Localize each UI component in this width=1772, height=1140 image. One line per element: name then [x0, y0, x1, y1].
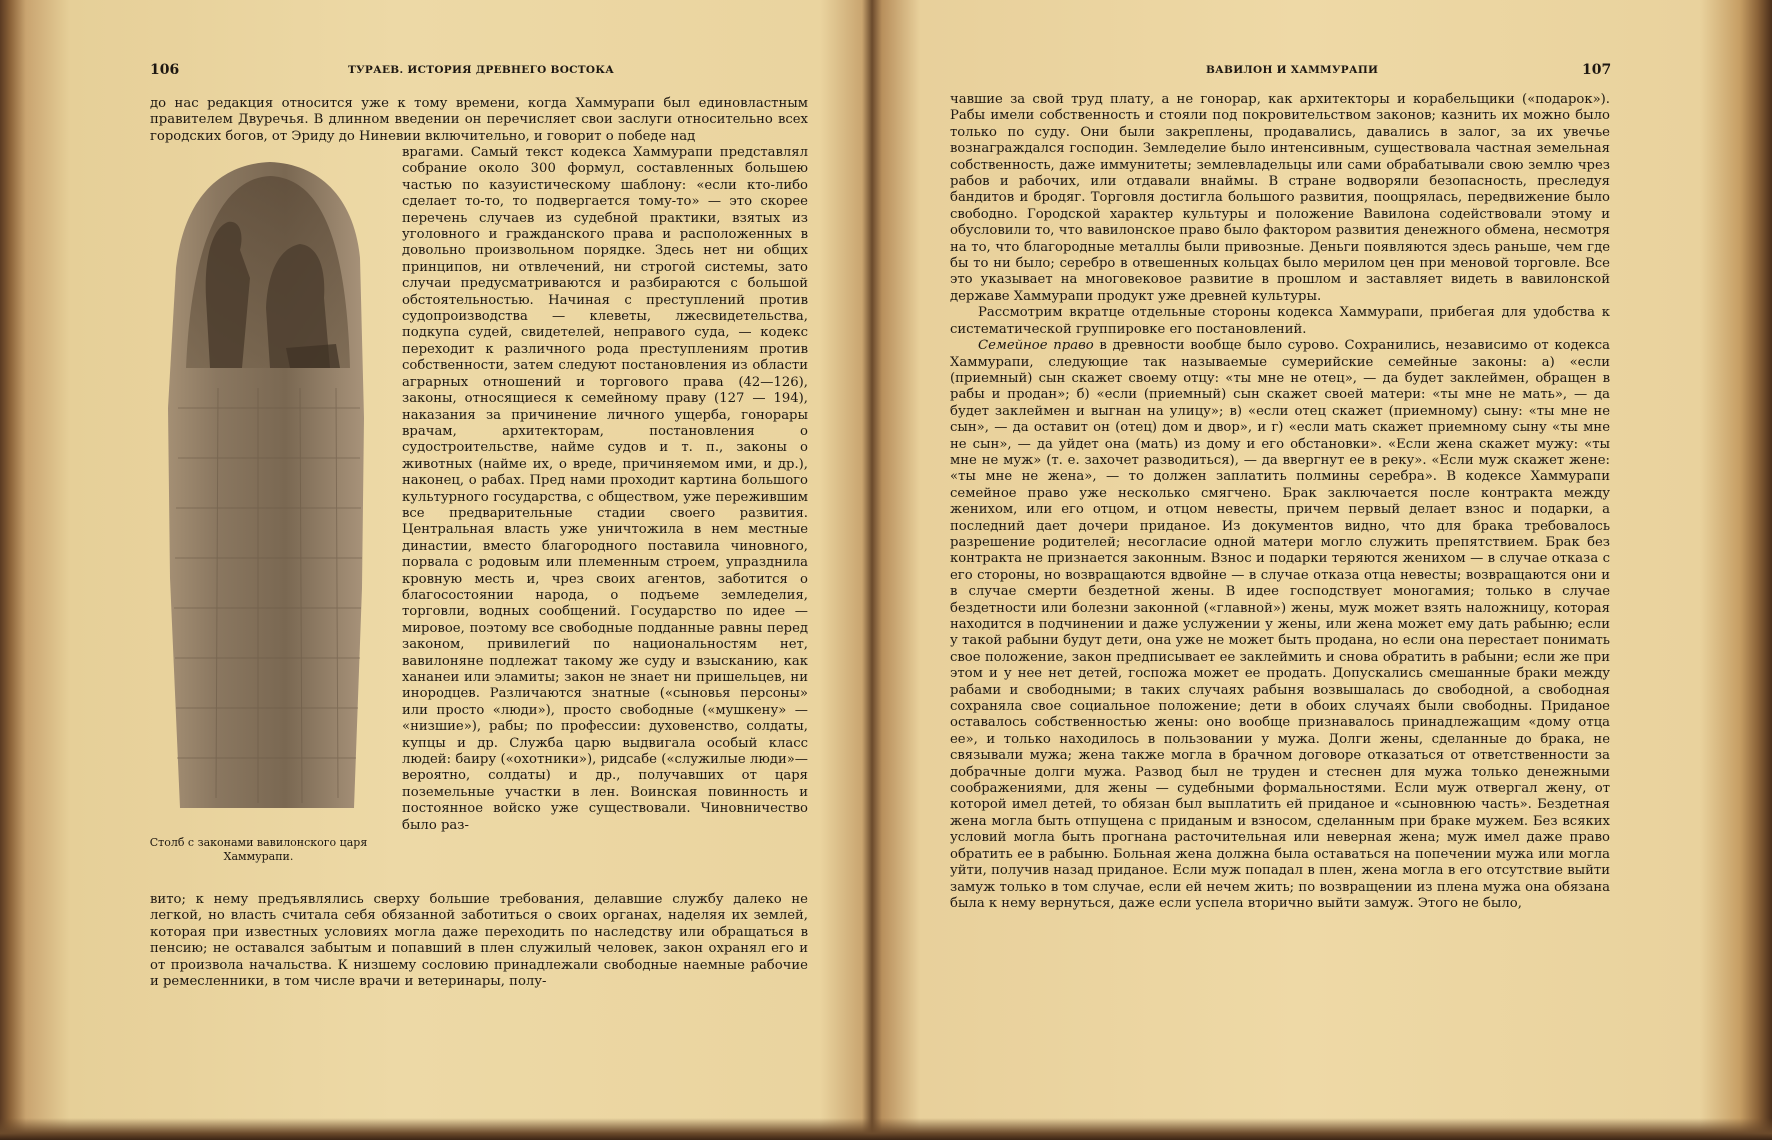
right-body: [950, 92, 1610, 912]
family-law-lead: Семейное право: [978, 338, 1094, 354]
right-paragraph-3: [950, 338, 1610, 912]
right-running-head: [950, 62, 1610, 84]
hammurabi-stele-image: [140, 158, 377, 812]
page-number-right: 107: [1582, 62, 1612, 78]
left-page: [140, 0, 808, 1118]
figure-caption: Столб с законами вавилонского царя Хаммурапи.: [149, 836, 368, 863]
book-edge: [0, 1118, 1772, 1140]
running-head-title-right: ВАВИЛОН И ХАММУРАПИ: [1206, 64, 1379, 76]
right-paragraph-1: чавшие за свой труд плату, а не гонорар, как архитекторы и корабельщики («подарок»). Рабы имели собственность и стояли под покровительством законов; казнить их можно было только по суду. Они были закреплены, продавались, давались в залог, за их увечье вознаграждался господин. Земледелие было интенсивным, существовала частная земельная собственность, даже иммунитеты; землевладельцы или сами обрабатывали свою землю чрез рабов и рабочих, или отдавали внаймы. В стране водворяли безопасность, преследуя бандитов и бродяг. Торговля достигла большого развития, поощрялась, передвижение было свободно. Городской характер культуры и положение Вавилона содействовали этому и обусловили то, что вавилонское право было фактором развития денежного обмена, несмотря на то, что благородные металлы были привозные. Деньги появляются здесь раньше, чем где бы то ни было; серебро в отвешенных кольцах было мерилом цен при меновой торговле. Все это указывает на многовековое развитие в прошлом и заставляет видеть в вавилонской державе Хаммурапи продукт уже древней культуры.: [950, 92, 1610, 304]
family-law-text: в древности вообще было сурово. Сохранились, независимо от кодекса Хаммурапи, следующие так называемые сумерийские семейные законы: а) «если (приемный) сын скажет своему отцу: «ты мне не отец», — да будет заклеймен, обращен в рабы и продан»; б) «если (приемный) сын скажет своей матери: «ты мне не мать», — да будет заклеймен и выгнан на улицу»; в) «если отец скажет (приемному) сыну: «ты мне не сын», — да оставит он (отец) дом и двор», и г) «если мать скажет приемному сыну «ты мне не сын», — да уйдет она (мать) из дому и его обстановки». «Если жена скажет мужу: «ты мне не муж» (т. е. захочет разводиться), — да ввергнут ее в реку». «Если муж скажет жене: «ты мне не жена», — то должен заплатить полмины серебра». В кодексе Хаммурапи семейное право уже несколько смягчено. Брак заключается после контракта между женихом, или его отцом, и отцом невесты, причем первый делает взнос и подарки, а последний дает дочери приданое. Из документов видно, что для брака требовалось разрешение родителей; несогласие одной матери могло служить препятствием. Брак без контракта не признается законным. Взнос и подарки теряются женихом — в случае отказа с его стороны, но возвращаются вдвойне — в случае отказа отца невесты; возвращаются они и в случае смерти бездетной жены. В идее господствует моногамия; только в случае бездетности или болезни законной («главной») жены, муж может взять наложницу, которая находится в подчинении и даже услужении у жены, или жена может ему дать рабыню; если у такой рабыни будут дети, она уже не может быть продана, но если она перестает понимать свое положение, закон предписывает ее заклеймить и снова обратить в рабыни; если же при этом и у нее нет детей, госпожа может ее продать. Допускались смешанные браки между рабами и свободными; в таких случаях рабыня возвышалась до свободной, а свободная сохраняла свое социальное положение; дети в обоих случаях были свободны. Приданое оставалось собственностью жены: оно вообще признавалось принадлежащим «дому отца ее», и только находилось в пользовании у мужа. Долги жены, сделанные до брака, не связывали мужа; жена также могла в брачном договоре отказаться от ответственности за добрачные долги мужа. Развод был не труден и стеснен для мужа только денежными соображениями, для жены — судебными формальностями. Если муж отвергал жену, от которой имел детей, то обязан был выплатить ей приданое и «сыновнюю часть». Бездетная жена могла быть отпущена с приданым и взносом, сделанным при браке мужем. Без всяких условий могла быть прогнана расточительная или неверная жена; муж имел даже право обратить ее в рабыню. Больная жена должна была оставаться на попечении мужа или могла уйти, получив назад приданое. Если муж попадал в плен, жена могла в его отсутствие выйти замуж только в том случае, если ей нечем жить; по возвращении из плена мужа она обязана была к нему вернуться, даже если успела вторично выйти замуж. Этого не было,: [950, 338, 1610, 911]
left-running-head: [140, 62, 808, 84]
page-number-left: 106: [150, 62, 180, 78]
running-head-title-left: ТУРАЕВ. ИСТОРИЯ ДРЕВНЕГО ВОСТОКА: [348, 64, 615, 76]
left-top-paragraph: до нас редакция относится уже к тому времени, когда Хаммурапи был единовластным правителем Двуречья. В длинном введении он перечисляет свои заслуги относительно всех городских богов, от Эриду до Ниневии включительно, и говорит о победе над: [150, 96, 808, 144]
right-page: [950, 0, 1610, 1118]
right-paragraph-2: Рассмотрим вкратце отдельные стороны кодекса Хаммурапи, прибегая для удобства к систематической группировке его постановлений.: [950, 305, 1610, 337]
left-side-column: врагами. Самый текст кодекса Хаммурапи представлял собрание около 300 формул, составленных большею частью по казуистическому шаблону: «если кто-либо сделает то-то, то подвергается тому-то» — это скорее перечень случаев из судебной практики, взятых из уголовного и гражданского права и расположенных в довольно произвольном порядке. Здесь нет ни общих принципов, ни отвлечений, ни строгой системы, зато случаи предусматриваются и разбираются с большой обстоятельностью. Начиная с преступлений против судопроизводства — клеветы, лжесвидетельства, подкупа судей, свидетелей, неправого суда, — кодекс переходит к различного рода преступлениям против собственности, затем следуют постановления из области аграрных отношений и торгового права (42—126), законы, относящиеся к семейному праву (127 — 194), наказания за причинение личного ущерба, гонорары врачам, архитекторам, постановления о судостроительстве, найме судов и т. п., законы о животных (найме их, о вреде, причиняемом ими, и др.), наконец, о рабах. Пред нами проходит картина большого культурного государства, с обществом, уже пережившим все предварительные стадии своего развития. Центральная власть уже уничтожила в нем местные династии, вместо благородного поставила чиновного, порвала с родовым или племенным строем, упразднила кровную месть и, чрез своих агентов, заботится о благосостоянии народа, о подъеме земледелия, торговли, водных сообщений. Государство по идее — мировое, поэтому все свободные подданные равны перед законом, привилегий по национальностям нет, вавилоняне подлежат такому же суду и взысканию, как хананеи или эламиты; закон не знает ни пришельцев, ни инородцев. Различаются знатные («сыновья персоны» или просто «люди»), просто свободные («мушкену» — «низшие»), рабы; по профессии: духовенство, солдаты, купцы и др. Служба царю выдвигала особый класс людей: баиру («охотники»), ридсабе («служилые люди»—вероятно, солдаты) и др., получавших от царя поземельные участки в лен. Воинская повинность и постоянное войско уже существовали. Чиновничество было раз-: [402, 145, 808, 833]
left-bottom-paragraph: вито; к нему предъявлялись сверху большие требования, делавшие службу далеко не легкой, но власть считала себя обязанной заботиться о своих органах, наделяя их землей, которая при известных условиях могла даже переходить по наследству или обращаться в пенсию; не оставался забытым и попавший в плен служилый человек, закон охранял его и от произвола начальства. К низшему сословию принадлежали свободные наемные рабочие и ремесленники, в том числе врачи и ветеринары, полу-: [150, 892, 808, 990]
